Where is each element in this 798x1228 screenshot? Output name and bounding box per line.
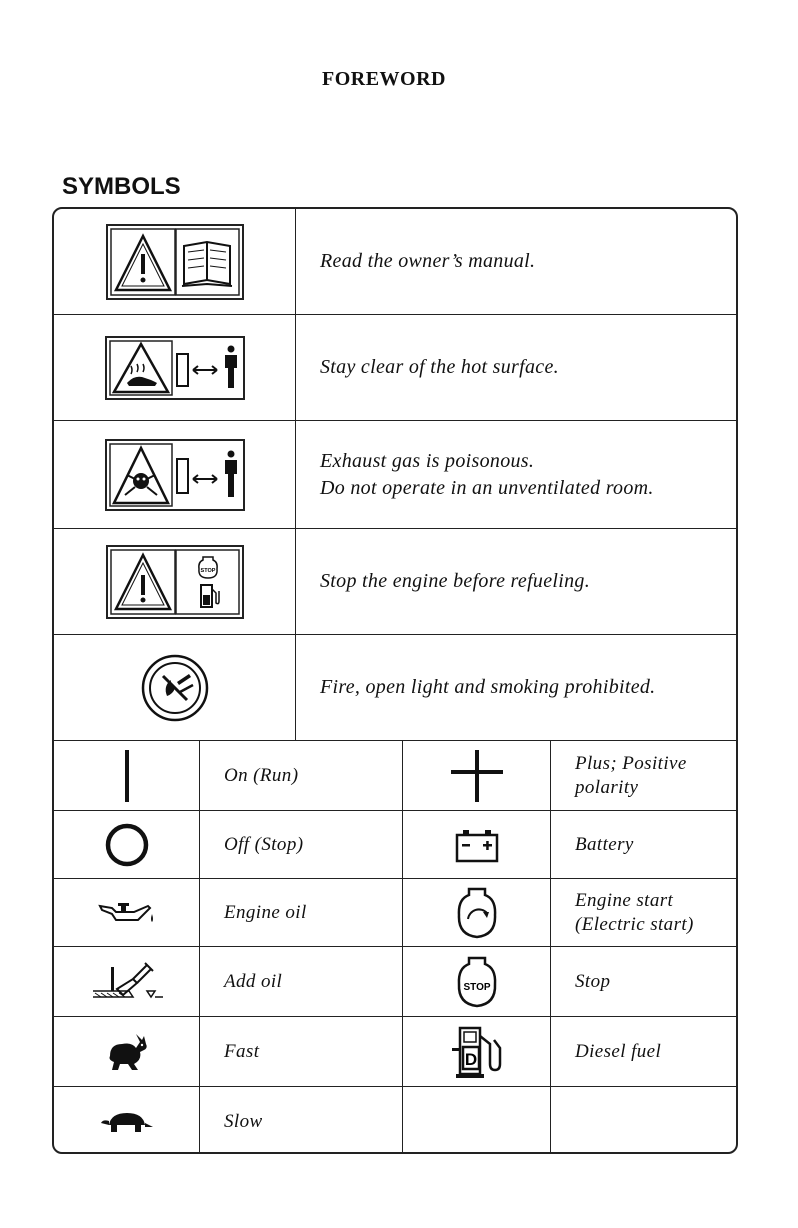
symbol-row <box>54 879 736 947</box>
turtle-slow-icon <box>97 1107 157 1137</box>
page-title: FOREWORD <box>322 68 446 90</box>
symbol-row <box>54 741 736 811</box>
engine-oil-icon <box>94 898 160 928</box>
symbol-label-line-1: Plus; Positive <box>575 752 687 774</box>
stop-icon-text: STOP <box>462 981 491 993</box>
symbol-row <box>54 811 736 879</box>
symbol-label: Battery <box>575 833 634 855</box>
warning-text: Read the owner’s manual. <box>320 250 536 272</box>
warning-text-line-1: Exhaust gas is poisonous. <box>320 449 535 472</box>
exhaust-gas-label-icon <box>105 439 245 511</box>
warning-row-exhaust-gas <box>54 421 736 529</box>
off-stop-icon <box>102 820 152 870</box>
read-manual-label-icon <box>106 224 244 300</box>
symbol-label-line-2: polarity <box>575 776 639 798</box>
on-run-icon <box>117 748 137 804</box>
symbol-row <box>54 947 736 1017</box>
battery-icon <box>452 825 502 865</box>
symbol-label: Fast <box>224 1040 260 1062</box>
empty-cell <box>551 1087 736 1154</box>
symbol-label: Off (Stop) <box>224 833 304 855</box>
stop-before-refuel-label-icon <box>106 545 244 619</box>
empty-cell <box>403 1087 551 1154</box>
symbol-label-line-1: Engine start <box>575 889 674 911</box>
symbol-label: Slow <box>224 1110 263 1132</box>
plus-icon <box>447 746 507 806</box>
symbol-label: Add oil <box>224 970 283 992</box>
symbols-table <box>52 207 738 1154</box>
symbol-row <box>54 1087 736 1154</box>
warning-text: Stop the engine before refueling. <box>320 570 591 592</box>
warning-row-no-fire <box>54 635 736 741</box>
rabbit-fast-icon <box>102 1030 152 1074</box>
warning-row-read-manual <box>54 209 736 315</box>
symbol-label: On (Run) <box>224 764 299 786</box>
no-fire-smoking-icon <box>139 652 211 724</box>
section-heading: SYMBOLS <box>62 173 181 200</box>
symbol-label-line-2: (Electric start) <box>575 913 694 935</box>
warning-text-line-2: Do not operate in an unventilated room. <box>320 476 654 499</box>
diesel-fuel-icon <box>446 1024 508 1080</box>
warning-row-stop-before-refuel <box>54 529 736 635</box>
symbol-row <box>54 1017 736 1087</box>
hot-surface-label-icon <box>105 336 245 400</box>
stop-icon <box>452 954 502 1010</box>
symbol-label: Engine oil <box>224 901 307 923</box>
warning-text: Fire, open light and smoking prohibited. <box>320 676 656 698</box>
diesel-fuel-icon-text: D <box>464 1049 477 1069</box>
symbol-label: Diesel fuel <box>575 1040 662 1062</box>
svg-text:STOP: STOP <box>200 567 215 574</box>
symbol-label: Stop <box>575 970 611 992</box>
engine-start-icon <box>452 885 502 941</box>
warning-row-hot-surface <box>54 315 736 421</box>
warning-text: Stay clear of the hot surface. <box>320 356 559 378</box>
add-oil-icon <box>89 957 165 1007</box>
